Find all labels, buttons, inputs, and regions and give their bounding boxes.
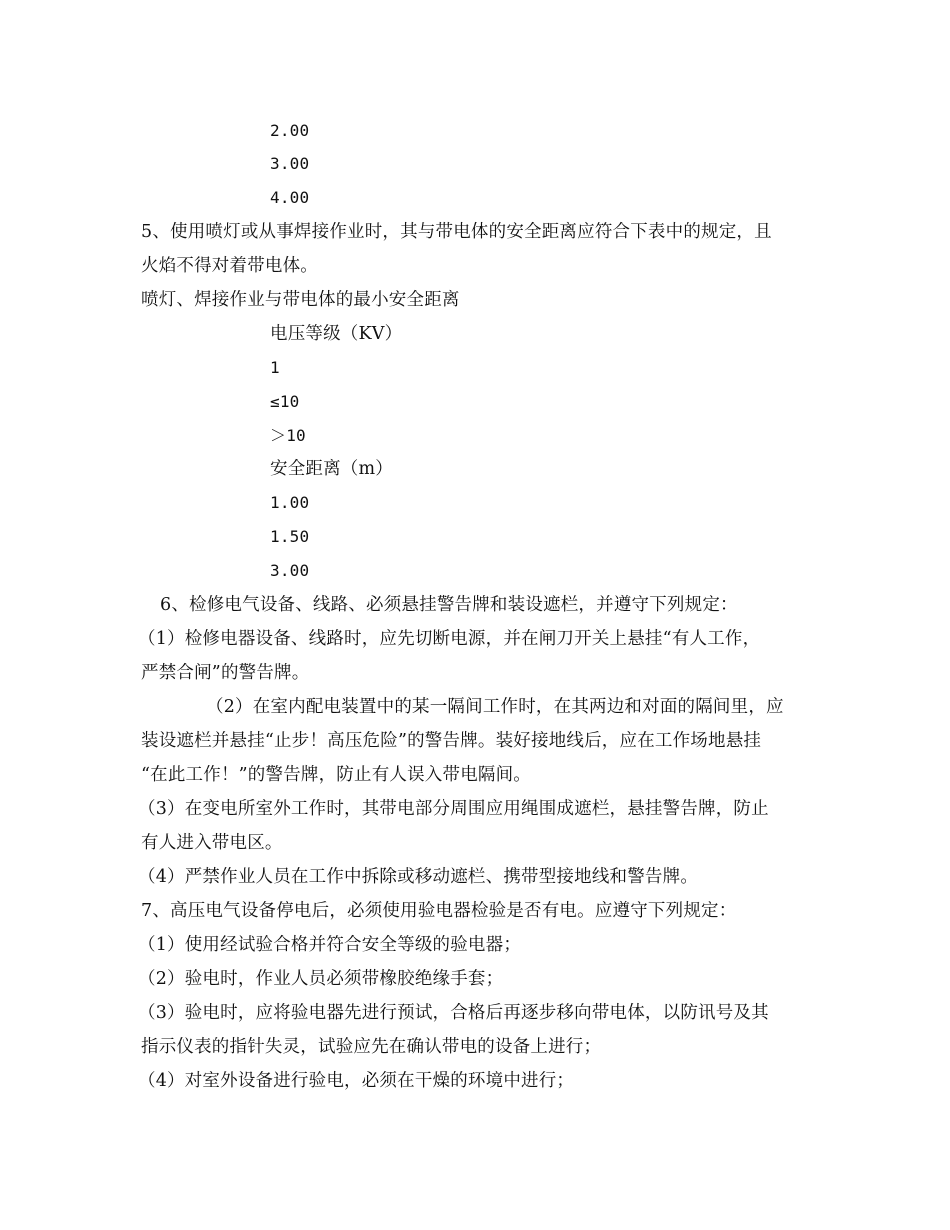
table-voltage-3: ＞10 <box>270 426 306 445</box>
prev-table-distance-3: 4.00 <box>270 188 310 207</box>
item6-p3-line2: 有人进入带电区。 <box>141 833 283 853</box>
item6-p2-line2: 装设遮栏并悬挂“止步！高压危险”的警告牌。装好接地线后，应在工作场地悬挂 <box>141 731 762 751</box>
item7-p4: （4）对室外设备进行验电，必须在干燥的环境中进行； <box>138 1071 575 1091</box>
table-distance-2: 1.50 <box>270 527 310 546</box>
prev-table-distance-1: 2.00 <box>270 121 310 140</box>
item5-line1: 5、使用喷灯或从事焊接作业时，其与带电体的安全距离应符合下表中的规定，且 <box>141 222 772 242</box>
item7-p3-line1: （3）验电时，应将验电器先进行预试，合格后再逐步移向带电体，以防讯号及其 <box>138 1003 769 1023</box>
table-voltage-1: 1 <box>270 358 280 377</box>
item6-p1-line2: 严禁合闸”的警告牌。 <box>141 663 310 683</box>
item7-p2: （2）验电时，作业人员必须带橡胶绝缘手套； <box>138 969 504 989</box>
item7-p3-line2: 指示仪表的指针失灵，试验应先在确认带电的设备上进行； <box>141 1037 602 1057</box>
item6-p3-line1: （3）在变电所室外工作时，其带电部分周围应用绳围成遮栏，悬挂警告牌，防止 <box>138 799 769 819</box>
item6-p2-line1: （2）在室内配电装置中的某一隔间工作时，在其两边和对面的隔间里，应 <box>206 697 784 717</box>
table-voltage-2: ≤10 <box>270 392 300 411</box>
item6-heading: 6、检修电气设备、线路、必须悬挂警告牌和装设遮栏，并遵守下列规定： <box>160 595 738 615</box>
item6-p4: （4）严禁作业人员在工作中拆除或移动遮栏、携带型接地线和警告牌。 <box>138 867 699 887</box>
item6-p2-line3: “在此工作！”的警告牌，防止有人误入带电隔间。 <box>141 765 531 785</box>
table-distance-3: 3.00 <box>270 561 310 580</box>
prev-table-distance-2: 3.00 <box>270 154 310 173</box>
table-voltage-header: 电压等级（KV） <box>270 324 403 344</box>
item7-p1: （1）使用经试验合格并符合安全等级的验电器； <box>138 935 522 955</box>
table-distance-1: 1.00 <box>270 493 310 512</box>
item5-line2: 火焰不得对着带电体。 <box>141 256 318 276</box>
table-distance-header: 安全距离（m） <box>270 459 393 479</box>
table-title: 喷灯、焊接作业与带电体的最小安全距离 <box>141 290 460 310</box>
item6-p1-line1: （1）检修电器设备、线路时，应先切断电源，并在闸刀开关上悬挂“有人工作， <box>138 629 761 649</box>
item7-heading: 7、高压电气设备停电后，必须使用验电器检验是否有电。应遵守下列规定： <box>141 901 737 921</box>
